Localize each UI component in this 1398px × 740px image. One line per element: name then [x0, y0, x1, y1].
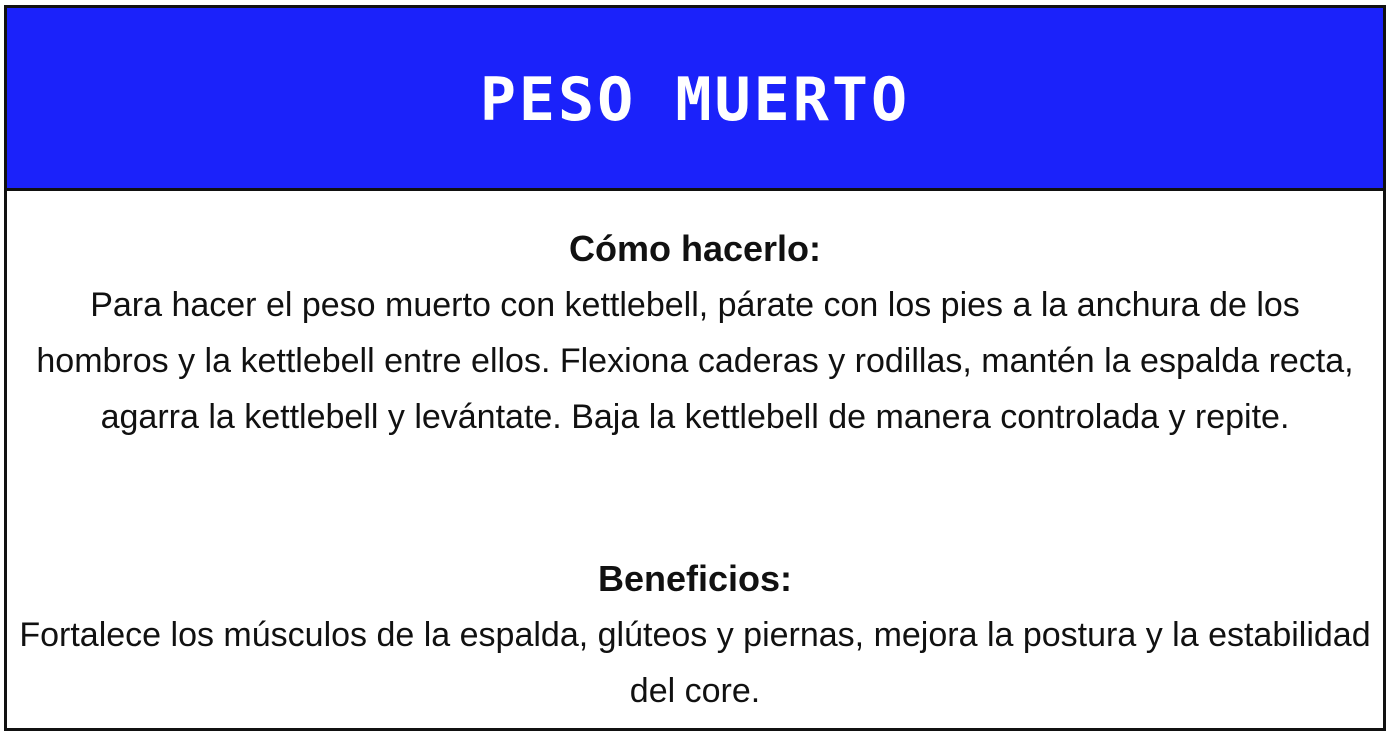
card-header: [7, 8, 1383, 191]
how-to-text: Para hacer el peso muerto con kettlebell, párate con los pies a la anchura de los hombros y la kettlebell entre ellos. Flexiona caderas y rodillas, mantén la espalda recta, agarra la kettlebell y levántate. Baja la kettlebell de manera controlada y repite.: [36, 286, 1354, 436]
benefits-text: Fortalece los músculos de la espalda, glúteos y piernas, mejora la postura y la estabilidad del core.: [19, 616, 1371, 710]
exercise-card: [4, 5, 1386, 731]
how-to-section: [7, 221, 1383, 445]
card-body: [7, 191, 1383, 728]
benefits-section: [7, 551, 1383, 719]
benefits-heading: Beneficios:: [597, 558, 793, 599]
how-to-heading: Cómo hacerlo:: [568, 228, 822, 269]
exercise-title: PESO MUERTO: [479, 65, 911, 135]
